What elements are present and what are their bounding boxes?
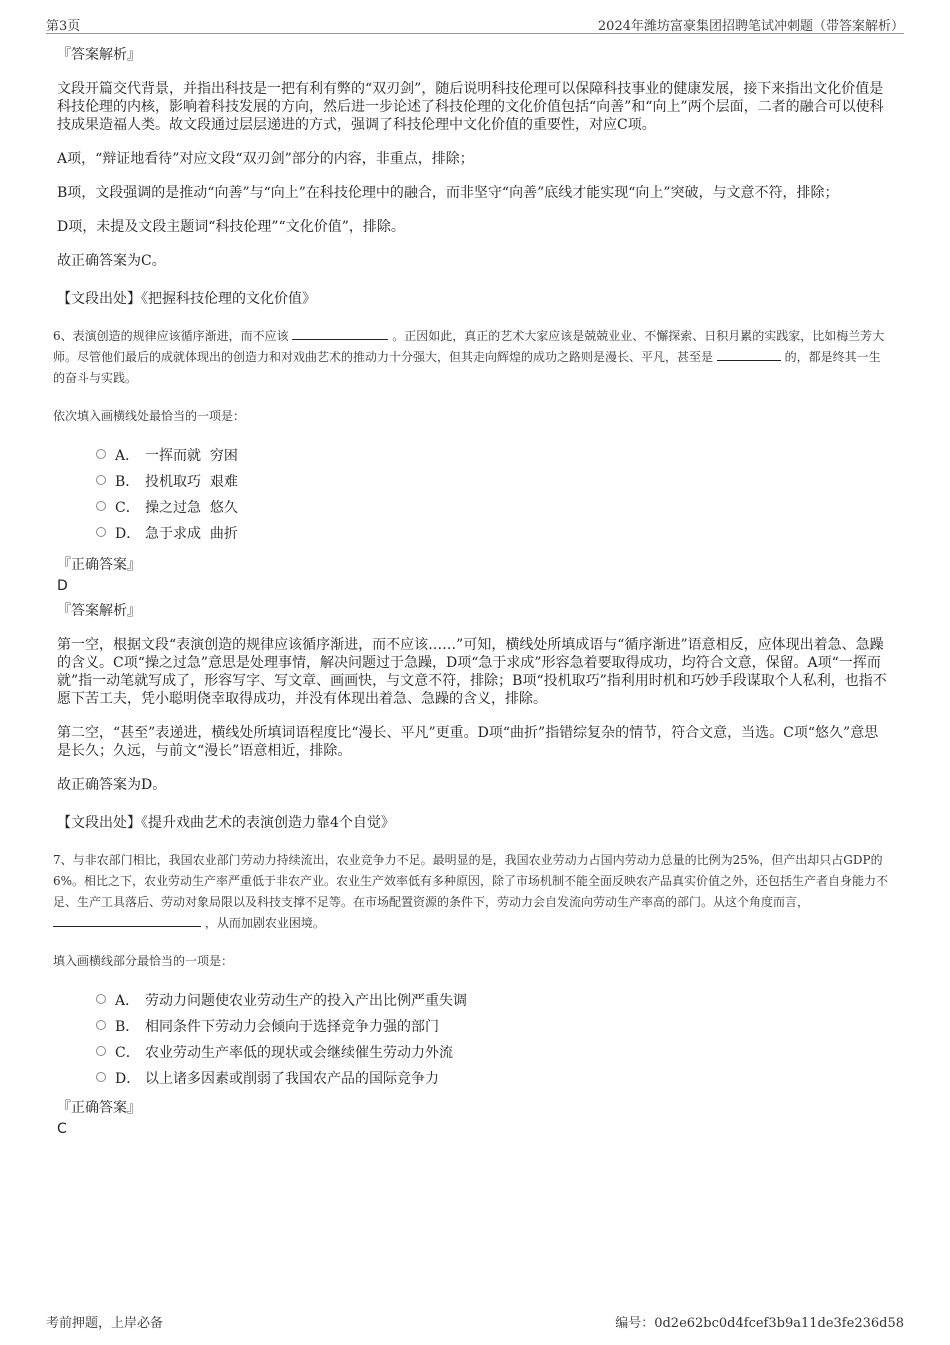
radio-button[interactable] — [96, 527, 106, 537]
option-label: D． — [115, 526, 141, 542]
document-id: 编号：0d2e62bc0d4fcef3b9a11de3fe236d58 — [615, 1316, 904, 1331]
radio-button[interactable] — [96, 501, 106, 511]
option-b[interactable] — [57, 468, 892, 494]
analysis-paragraph: D项，未提及文段主题词“科技伦理”“文化价值”，排除。 — [57, 219, 405, 235]
option-label: A． — [115, 993, 140, 1009]
correct-answer: D — [57, 578, 68, 594]
option-text: 以上诸多因素或削弱了我国农产品的国际竞争力 — [145, 1071, 439, 1087]
passage-source: 【文段出处】《把握科技伦理的文化价值》 — [57, 291, 316, 307]
option-d[interactable] — [57, 520, 892, 546]
page-number: 第3页 — [46, 19, 81, 34]
option-a[interactable] — [57, 442, 892, 468]
option-label: C． — [115, 500, 140, 516]
option-c[interactable] — [57, 1039, 892, 1065]
answer-statement: 故正确答案为C。 — [57, 253, 166, 269]
fill-blank — [292, 327, 388, 340]
option-text: 操之过急 悠久 — [145, 500, 238, 516]
fill-blank — [717, 348, 781, 361]
option-text: 一挥而就 穷困 — [145, 448, 238, 464]
question-7-stem: 7、与非农部门相比，我国农业部门劳动力持续流出，农业竞争力不足。最明显的是，我国农业劳动力占国内劳动力总量的比例为25%，但产出却只占GDP的6%。相比之下，农业劳动生产率严重低于非农产业。农业生产效率低有多种原因，除了市场机制不能全面反映农产品真实价值之外，还包括生产者自身能力不足、生产工具落后、劳动对象局限以及科技支撑不足等。在市场配置资源的条件下，劳动力会自发流向劳动生产率高的部门。从这个角度而言， ，从而加剧农业困境。 — [53, 853, 889, 930]
footer-slogan: 考前押题，上岸必备 — [46, 1316, 164, 1331]
option-label: C． — [115, 1045, 140, 1061]
analysis-paragraph: 文段开篇交代背景，并指出科技是一把有利有弊的“双刃剑”，随后说明科技伦理可以保障科技事业的健康发展，接下来指出文化价值是科技伦理的内核，影响着科技发展的方向，然后进一步论述了科技伦理的文化价值包括“向善”和“向上”两个层面，二者的融合可以使科技成果造福人类。故文段通过层层递进的方式，强调了科技伦理中文化价值的重要性，对应C项。 — [57, 81, 884, 133]
option-label: B． — [115, 1019, 140, 1035]
analysis-label: 『答案解析』 — [57, 603, 141, 619]
question-6-stem: 6、表演创造的规律应该循序渐进，而不应该 。正因如此，真正的艺术大家应该是兢兢业业、不懈探索、日积月累的实践家，比如梅兰芳大师。尽管他们最后的成就体现出的创造力和对戏曲艺术的推动力十分强大，但其走向辉煌的成功之路则是漫长、平凡，甚至是 的，都是终其一生的奋斗与实践。 — [53, 329, 885, 385]
option-list — [57, 442, 892, 546]
analysis-paragraph: 第二空，“甚至”表递进，横线处所填词语程度比“漫长、平凡”更重。D项“曲折”指错综复杂的情节，符合文意，当选。C项“悠久”意思是长久；久远，与前文“漫长”语意相近，排除。 — [57, 725, 879, 759]
option-list — [57, 987, 892, 1091]
question-prompt: 依次填入画横线处最恰当的一项是： — [53, 409, 246, 423]
page-footer — [46, 1312, 904, 1332]
passage-source: 【文段出处】《提升戏曲艺术的表演创造力靠4个自觉》 — [57, 815, 395, 831]
question-prompt: 填入画横线部分最恰当的一项是： — [53, 954, 234, 968]
option-text: 劳动力问题使农业劳动生产的投入产出比例严重失调 — [145, 993, 467, 1009]
option-text: 急于求成 曲折 — [145, 526, 238, 542]
correct-answer: C — [57, 1121, 67, 1137]
document-title: 2024年潍坊富豪集团招聘笔试冲刺题（带答案解析） — [597, 19, 904, 34]
option-text: 投机取巧 艰难 — [145, 474, 238, 490]
radio-button[interactable] — [96, 1046, 106, 1056]
radio-button[interactable] — [96, 1020, 106, 1030]
correct-answer-label: 『正确答案』 — [57, 557, 141, 573]
option-label: B． — [115, 474, 140, 490]
radio-button[interactable] — [96, 1072, 106, 1082]
analysis-paragraph: B项，文段强调的是推动“向善”与“向上”在科技伦理中的融合，而非坚守“向善”底线才能实现“向上”突破，与文意不符，排除； — [57, 185, 839, 201]
radio-button[interactable] — [96, 994, 106, 1004]
analysis-paragraph: A项，“辩证地看待”对应文段“双刃剑”部分的内容，非重点，排除； — [57, 151, 474, 167]
option-label: A． — [115, 448, 140, 464]
option-a[interactable] — [57, 987, 892, 1013]
page-header — [46, 13, 904, 34]
correct-answer-label: 『正确答案』 — [57, 1100, 141, 1116]
option-c[interactable] — [57, 494, 892, 520]
option-text: 农业劳动生产率低的现状或会继续催生劳动力外流 — [145, 1045, 453, 1061]
radio-button[interactable] — [96, 449, 106, 459]
answer-statement: 故正确答案为D。 — [57, 777, 167, 793]
option-d[interactable] — [57, 1065, 892, 1091]
document-content — [53, 44, 892, 1143]
radio-button[interactable] — [96, 475, 106, 485]
option-label: D． — [115, 1071, 141, 1087]
fill-blank — [53, 914, 201, 927]
option-b[interactable] — [57, 1013, 892, 1039]
option-text: 相同条件下劳动力会倾向于选择竞争力强的部门 — [145, 1019, 439, 1035]
analysis-label: 『答案解析』 — [57, 47, 141, 63]
analysis-paragraph: 第一空，根据文段“表演创造的规律应该循序渐进，而不应该……”可知，横线处所填成语与“循序渐进”语意相反，应体现出着急、急躁的含义。C项“操之过急”意思是处理事情，解决问题过于急躁，D项“急于求成”形容急着要取得成功，均符合文意，保留。A项“一挥而就”指一动笔就写成了，形容写字、写文章、画画快，与文意不符，排除；B项“投机取巧”指利用时机和巧妙手段谋取个人私利，也指不愿下苦工夫，凭小聪明侥幸取得成功，并没有体现出着急、急躁的含义，排除。 — [57, 637, 887, 707]
